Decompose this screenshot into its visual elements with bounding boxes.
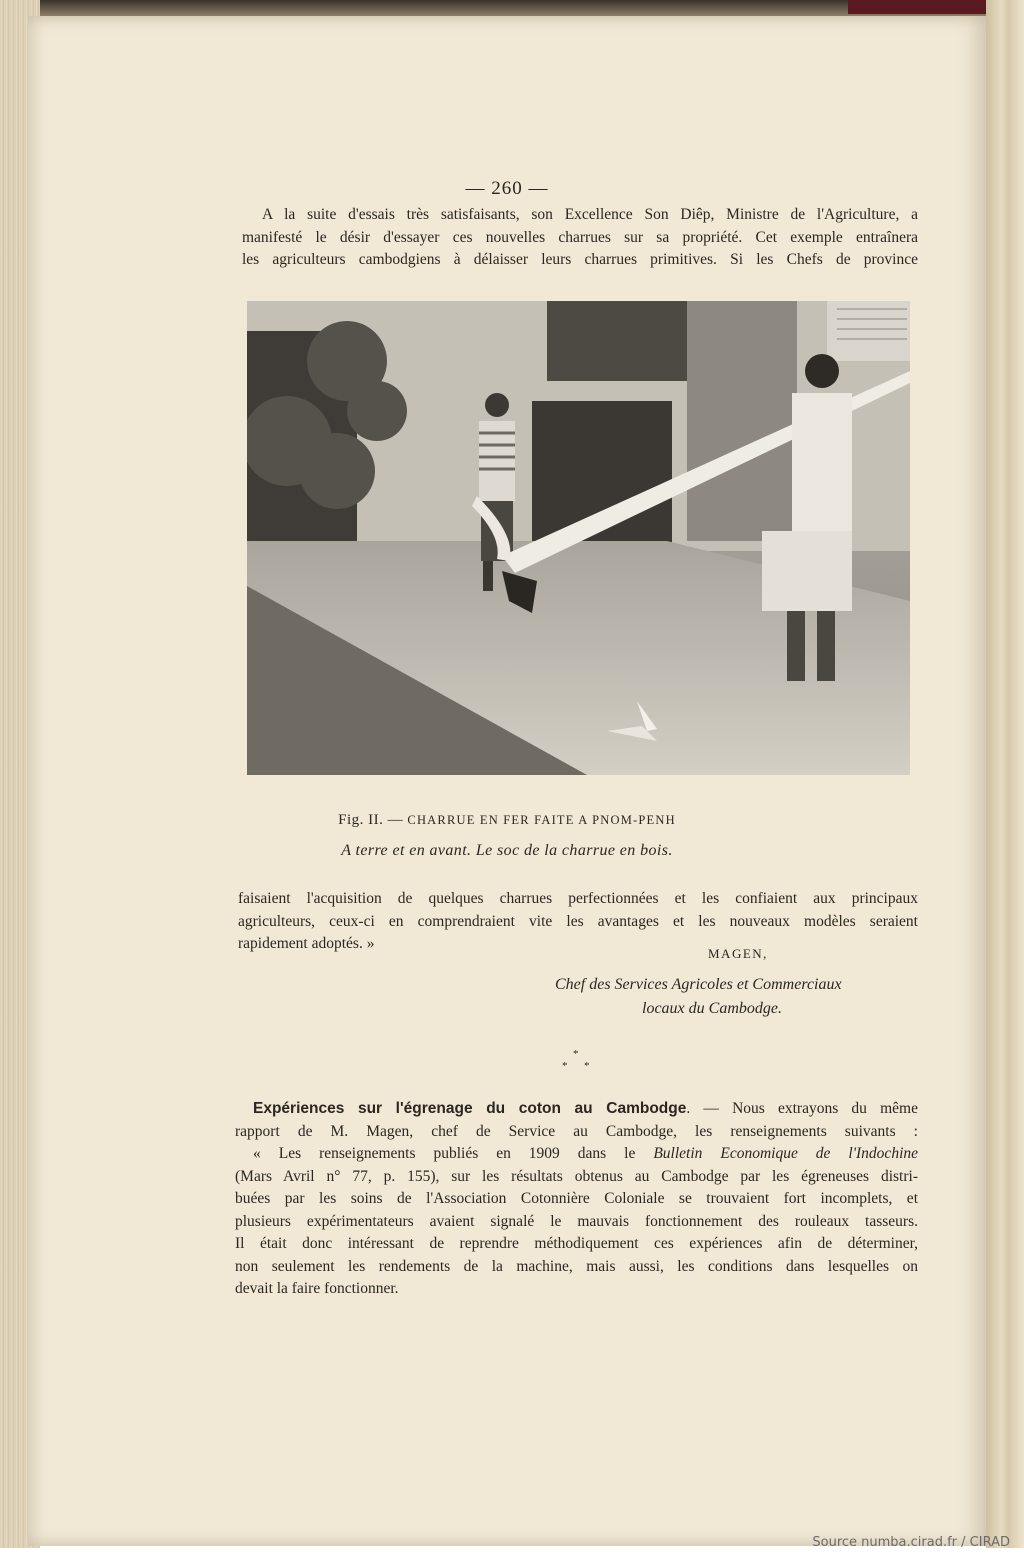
section-first-line	[235, 1098, 918, 1121]
text-line: Il était donc intéressant de reprendre méthodiquement ces expériences afin de déterminer,	[235, 1235, 918, 1252]
book-page	[28, 16, 986, 1546]
section-heading: Expériences sur l'égrenage du coton au Cambodge	[253, 1100, 687, 1117]
text-line: (Mars Avril n° 77, p. 155), sur les résultats obtenus au Cambodge par les égreneuses distri-	[235, 1167, 918, 1185]
text-line-with-italic	[235, 1143, 918, 1166]
signature-role-line: locaux du Cambodge.	[642, 1000, 782, 1017]
text-fragment: « Les renseignements publiés en 1909 dans le	[253, 1145, 654, 1162]
figure-caption	[28, 812, 986, 829]
text-line: les agriculteurs cambodgiens à délaisser leurs charrues primitives. Si les Chefs de province	[242, 251, 918, 268]
text-line: A la suite d'essais très satisfaisants, son Excellence Son Diêp, Ministre de l'Agriculture, a	[262, 206, 918, 223]
continuation-paragraph	[238, 888, 918, 956]
text-line: plusieurs expérimentateurs avaient signalé le mauvais fonctionnement des rouleaux tasseurs.	[235, 1212, 918, 1230]
plough-photo-illustration	[247, 301, 910, 775]
star: *	[573, 1048, 579, 1060]
text-line: agriculteurs, ceux-ci en comprendraient vite les avantages et les nouveaux modèles seraient	[238, 912, 918, 930]
figure-subtitle: A terre et en avant. Le soc de la charrue en bois.	[341, 842, 673, 859]
text-line: faisaient l'acquisition de quelques charrues perfectionnées et les confiaient aux principaux	[238, 890, 918, 907]
text-line: buées par les soins de l'Association Cotonnière Coloniale se trouvaient fort incomplets, et	[235, 1190, 918, 1207]
star: *	[584, 1060, 590, 1072]
section-separator-stars	[556, 1048, 596, 1078]
intro-paragraph	[242, 204, 918, 272]
section-paragraph	[235, 1098, 918, 1301]
publication-title: Bulletin Economique de l'Indochine	[653, 1145, 919, 1162]
page-number: — 260 —	[465, 178, 549, 199]
source-credit: Source numba.cirad.fr / CIRAD	[812, 1535, 1010, 1550]
figure-label: Fig. II. —	[338, 812, 408, 828]
text-line: rapidement adoptés. »	[238, 935, 375, 952]
section-heading-tail: . — Nous extrayons du même	[686, 1100, 918, 1117]
star: *	[562, 1060, 568, 1072]
signature-name: MAGEN,	[708, 946, 768, 961]
text-line: manifesté le désir d'essayer ces nouvelles charrues sur sa propriété. Cet exemple entraînera	[242, 228, 918, 246]
figure-photograph	[247, 301, 910, 775]
signature-role	[555, 973, 842, 1021]
text-line: rapport de M. Magen, chef de Service au Cambodge, les renseignements suivants :	[235, 1122, 918, 1140]
signature-role-line: Chef des Services Agricoles et Commerciaux	[555, 976, 842, 993]
book-right-edge	[986, 0, 1024, 1548]
text-line: devait la faire fonctionner.	[235, 1280, 399, 1297]
figure-title: CHARRUE EN FER FAITE A PNOM-PENH	[407, 813, 676, 827]
text-line: non seulement les rendements de la machine, mais aussi, les conditions dans lesquelles on	[235, 1257, 918, 1275]
bookmark-ribbon	[848, 0, 998, 14]
